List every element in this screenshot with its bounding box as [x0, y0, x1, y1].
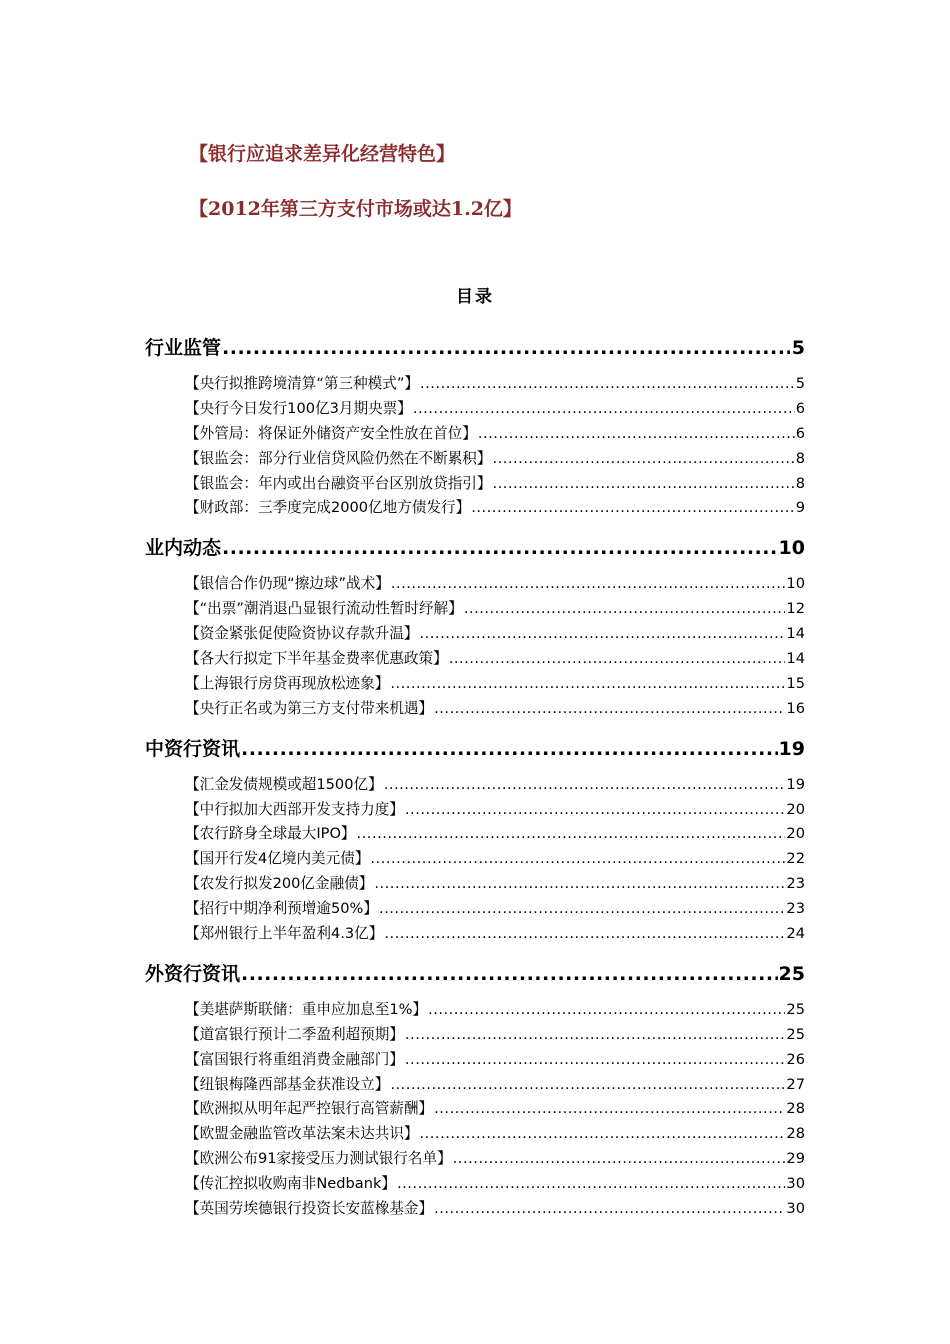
toc-item-entry[interactable]: [145, 847, 805, 872]
toc-leader-dots: [434, 1200, 785, 1217]
toc-item-title: 【美堪萨斯联储：重申应加息至1%】: [185, 1000, 428, 1018]
table-of-contents: [145, 333, 805, 1222]
toc-leader-dots: [492, 475, 794, 492]
toc-item-title: 【纽银梅隆西部基金获准设立】: [185, 1075, 390, 1093]
toc-item-entry[interactable]: [145, 422, 805, 447]
toc-item-page: 15: [786, 674, 805, 692]
toc-item-page: 30: [786, 1175, 805, 1193]
toc-item-page: 9: [795, 499, 805, 517]
toc-leader-dots: [464, 600, 786, 617]
toc-item-entry[interactable]: [145, 1048, 805, 1073]
toc-leader-dots: [384, 776, 786, 793]
toc-item-entry[interactable]: [145, 622, 805, 647]
toc-item-page: 20: [786, 825, 805, 843]
toc-item-entry[interactable]: [145, 672, 805, 697]
toc-section-page: 5: [791, 337, 805, 359]
toc-leader-dots: [492, 450, 794, 467]
toc-item-title: 【道富银行预计二季盈利超预期】: [185, 1025, 404, 1043]
toc-item-title: 【银信合作仍现“擦边球”战术】: [185, 575, 390, 593]
toc-leader-dots: [379, 900, 785, 917]
toc-item-title: 【央行今日发行100亿3月期央票】: [185, 399, 412, 417]
toc-item-title: 【国开行发4亿境内美元债】: [185, 850, 370, 868]
toc-item-title: 【银监会：部分行业信贷风险仍然在不断累积】: [185, 449, 492, 467]
toc-item-page: 23: [786, 875, 805, 893]
toc-item-entry[interactable]: [145, 1172, 805, 1197]
toc-item-page: 8: [795, 474, 805, 492]
toc-item-title: 【农发行拟发200亿金融债】: [185, 875, 374, 893]
toc-item-title: 【欧洲拟从明年起严控银行高管薪酬】: [185, 1100, 434, 1118]
toc-leader-dots: [405, 1051, 786, 1068]
toc-item-title: 【银监会：年内或出台融资平台区别放贷指引】: [185, 474, 492, 492]
toc-leader-dots: [390, 1076, 785, 1093]
toc-section-title: 中资行资讯: [145, 737, 241, 760]
toc-item-title: 【外管局：将保证外储资产安全性放在首位】: [185, 424, 477, 442]
toc-item-entry[interactable]: [145, 597, 805, 622]
toc-item-entry[interactable]: [145, 872, 805, 897]
toc-item-entry[interactable]: [145, 1073, 805, 1098]
toc-item-entry[interactable]: [145, 998, 805, 1023]
toc-leader-dots: [428, 1001, 785, 1018]
toc-item-title: 【中行拟加大西部开发支持力度】: [185, 800, 404, 818]
toc-leader-dots: [449, 650, 786, 667]
toc-item-title: 【各大行拟定下半年基金费率优惠政策】: [185, 650, 448, 668]
toc-item-entry[interactable]: [145, 496, 805, 521]
toc-item-page: 28: [786, 1100, 805, 1118]
toc-item-title: 【郑州银行上半年盈利4.3亿】: [185, 925, 384, 943]
toc-section-entry[interactable]: [145, 333, 805, 364]
toc-item-entry[interactable]: [145, 773, 805, 798]
toc-item-title: 【英国劳埃德银行投资长安蓝橡基金】: [185, 1200, 434, 1218]
toc-item-title: 【欧洲公布91家接受压力测试银行名单】: [185, 1150, 452, 1168]
toc-item-page: 5: [795, 375, 805, 392]
toc-leader-dots: [420, 375, 795, 392]
toc-section-title: 行业监管: [145, 337, 222, 359]
toc-item-entry[interactable]: [145, 1023, 805, 1048]
toc-item-entry[interactable]: [145, 697, 805, 722]
toc-item-title: 【欧盟金融监管改革法案未达共识】: [185, 1125, 419, 1143]
toc-item-page: 6: [795, 424, 805, 442]
toc-item-page: 25: [786, 1025, 805, 1043]
toc-item-entry[interactable]: [145, 798, 805, 823]
toc-item-page: 27: [786, 1075, 805, 1093]
toc-leader-dots: [471, 499, 794, 516]
toc-leader-dots: [420, 1125, 786, 1142]
toc-section-entry[interactable]: [145, 959, 805, 990]
toc-item-title: 【富国银行将重组消费金融部门】: [185, 1050, 404, 1068]
toc-section-page: 25: [778, 962, 805, 985]
toc-item-entry[interactable]: [145, 1147, 805, 1172]
toc-item-entry[interactable]: [145, 372, 805, 397]
toc-item-entry[interactable]: [145, 397, 805, 422]
toc-leader-dots: [222, 537, 778, 559]
toc-item-page: 16: [786, 699, 805, 717]
toc-item-title: 【财政部：三季度完成2000亿地方债发行】: [185, 499, 471, 517]
toc-item-entry[interactable]: [145, 472, 805, 497]
toc-section-entry[interactable]: [145, 533, 805, 564]
toc-title: 目录: [456, 287, 494, 307]
toc-item-page: 10: [786, 575, 805, 593]
toc-leader-dots: [370, 850, 785, 867]
toc-item-entry[interactable]: [145, 1197, 805, 1222]
toc-item-page: 23: [786, 900, 805, 918]
toc-leader-dots: [405, 1026, 786, 1043]
toc-item-page: 25: [786, 1000, 805, 1018]
toc-item-title: 【资金紧张促使险资协议存款升温】: [185, 625, 419, 643]
toc-item-page: 20: [786, 800, 805, 818]
toc-leader-dots: [453, 1150, 786, 1167]
toc-section-title: 外资行资讯: [145, 962, 241, 985]
toc-leader-dots: [390, 675, 785, 692]
toc-section-title: 业内动态: [145, 537, 222, 560]
toc-item-page: 14: [786, 650, 805, 668]
toc-leader-dots: [374, 875, 785, 892]
toc-item-title: 【央行拟推跨境清算“第三种模式”】: [185, 375, 420, 392]
toc-item-entry[interactable]: [145, 897, 805, 922]
toc-section-entry[interactable]: [145, 734, 805, 765]
headline-2: 【2012年第三方支付市场或达1.2亿】: [189, 198, 522, 220]
toc-item-page: 14: [786, 625, 805, 643]
toc-item-entry[interactable]: [145, 647, 805, 672]
toc-leader-dots: [241, 738, 778, 760]
toc-item-entry[interactable]: [145, 1122, 805, 1147]
toc-section-page: 10: [778, 537, 805, 560]
toc-leader-dots: [241, 963, 778, 985]
toc-item-title: 【上海银行房贷再现放松迹象】: [185, 674, 390, 692]
toc-item-page: 29: [786, 1150, 805, 1168]
toc-leader-dots: [357, 825, 786, 842]
toc-item-entry[interactable]: [145, 922, 805, 947]
toc-leader-dots: [420, 625, 786, 642]
toc-item-page: 28: [786, 1125, 805, 1143]
toc-item-page: 30: [786, 1200, 805, 1218]
toc-item-page: 8: [795, 449, 805, 467]
toc-item-page: 26: [786, 1050, 805, 1068]
toc-leader-dots: [413, 400, 795, 417]
toc-item-title: 【汇金发债规模或超1500亿】: [185, 775, 383, 793]
toc-leader-dots: [405, 801, 786, 818]
toc-leader-dots: [391, 575, 786, 592]
toc-item-title: 【农行跻身全球最大IPO】: [185, 825, 356, 843]
toc-leader-dots: [478, 425, 795, 442]
toc-item-page: 6: [795, 399, 805, 417]
toc-item-title: 【央行正名或为第三方支付带来机遇】: [185, 699, 434, 717]
toc-item-title: 【传汇控拟收购南非Nedbank】: [185, 1175, 397, 1193]
toc-item-page: 24: [786, 925, 805, 943]
toc-item-entry[interactable]: [145, 822, 805, 847]
toc-leader-dots: [397, 1175, 785, 1192]
toc-item-title: 【招行中期净利预增逾50%】: [185, 900, 378, 918]
toc-item-title: 【“出票”潮消退凸显银行流动性暂时纾解】: [185, 600, 463, 618]
toc-leader-dots: [222, 337, 790, 359]
toc-item-page: 22: [786, 850, 805, 868]
toc-item-page: 12: [786, 600, 805, 618]
headline-1: 【银行应追求差异化经营特色】: [189, 143, 456, 165]
toc-section-page: 19: [778, 737, 805, 760]
toc-leader-dots: [384, 925, 785, 942]
toc-item-page: 19: [786, 775, 805, 793]
toc-item-entry[interactable]: [145, 447, 805, 472]
toc-item-entry[interactable]: [145, 572, 805, 597]
toc-leader-dots: [434, 1100, 785, 1117]
toc-leader-dots: [434, 700, 785, 717]
toc-item-entry[interactable]: [145, 1097, 805, 1122]
